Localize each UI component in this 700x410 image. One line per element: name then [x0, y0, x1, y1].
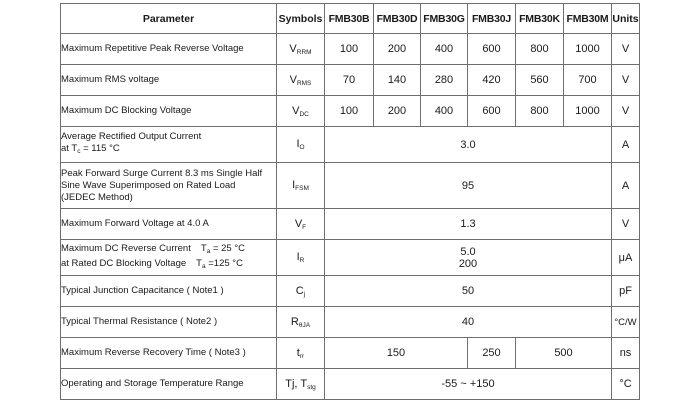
symbol-subscript: F	[302, 223, 307, 231]
value-cell: 140	[374, 65, 421, 96]
header-units: Units	[612, 4, 640, 34]
unit-cell: V	[612, 96, 640, 127]
value-cell: 280	[421, 65, 468, 96]
symbol-text: V	[292, 104, 300, 117]
symbol-cell	[277, 65, 325, 96]
cond-text: =125 °C	[208, 257, 243, 269]
header-part-fmb30m: FMB30M	[564, 4, 612, 34]
row-temperature	[61, 369, 640, 400]
value-cell: 50	[325, 276, 612, 307]
value-cell: 200	[374, 96, 421, 127]
value-cell: 200	[374, 34, 421, 65]
value-cell: 400	[421, 96, 468, 127]
symbol-cell	[277, 127, 325, 163]
header-part-fmb30d: FMB30D	[374, 4, 421, 34]
symbol-cell	[277, 338, 325, 369]
symbol-cell	[277, 369, 325, 400]
symbol-text: V	[289, 73, 297, 86]
unit-cell: °C	[612, 369, 640, 400]
symbol-cell	[277, 276, 325, 307]
value-cell-b-d-g: 150	[325, 338, 468, 369]
param-label: Typical Thermal Resistance ( Note2 )	[61, 307, 277, 338]
value-cell: 700	[564, 65, 612, 96]
row-ifsm	[61, 163, 640, 209]
param-line: Sine Wave Superimposed on Rated Load	[61, 179, 236, 191]
header-parameter: Parameter	[61, 4, 277, 34]
header-part-fmb30b: FMB30B	[325, 4, 374, 34]
row-cj	[61, 276, 640, 307]
param-line	[61, 258, 276, 273]
param-label: Maximum Forward Voltage at 4.0 A	[61, 209, 277, 240]
value-cell: 800	[516, 96, 564, 127]
symbol-text: t	[296, 346, 300, 359]
value-cell: 1000	[564, 34, 612, 65]
row-io	[61, 127, 640, 163]
param-subscript: c	[77, 148, 81, 155]
header-part-fmb30g: FMB30G	[421, 4, 468, 34]
symbol-text: V	[294, 217, 303, 230]
unit-cell: A	[612, 127, 640, 163]
value-line: 5.0	[460, 245, 476, 258]
header-part-fmb30k: FMB30K	[516, 4, 564, 34]
param-line: Average Rectified Output Current	[61, 131, 202, 142]
unit-cell: A	[612, 163, 640, 209]
value-cell	[325, 240, 612, 276]
unit-cell: V	[612, 65, 640, 96]
row-vf	[61, 209, 640, 240]
param-line	[61, 143, 276, 158]
cond-subscript: a	[201, 262, 206, 270]
cond-text: T	[196, 257, 202, 269]
symbol-cell	[277, 96, 325, 127]
symbol-subscript: DC	[299, 110, 309, 118]
param-label: Maximum RMS voltage	[61, 65, 277, 96]
unit-cell: V	[612, 34, 640, 65]
value-cell: -55 ~ +150	[325, 369, 612, 400]
value-cell: 3.0	[325, 127, 612, 163]
condition-text	[201, 243, 245, 258]
value-cell: 1.3	[325, 209, 612, 240]
param-text: = 115 °C	[83, 143, 120, 154]
row-vrms	[61, 65, 640, 96]
value-cell: 100	[325, 34, 374, 65]
symbol-cell	[277, 307, 325, 338]
symbol-cell	[277, 209, 325, 240]
value-cell: 400	[421, 34, 468, 65]
header-part-fmb30j: FMB30J	[468, 4, 516, 34]
param-line: Peak Forward Surge Current 8.3 ms Single Half	[61, 167, 263, 179]
value-cell: 100	[325, 96, 374, 127]
ratings-table-container	[60, 3, 639, 409]
value-cell: 70	[325, 65, 374, 96]
value-cell-j: 250	[468, 338, 516, 369]
param-label	[61, 127, 277, 163]
symbol-subscript: FSM	[295, 185, 309, 192]
param-text: at Rated DC Blocking Voltage	[61, 257, 187, 269]
value-cell: 560	[516, 65, 564, 96]
row-trr	[61, 338, 640, 369]
value-cell: 1000	[564, 96, 612, 127]
value-line: 200	[458, 257, 478, 270]
param-label: Maximum Repetitive Peak Reverse Voltage	[61, 34, 277, 65]
param-text: at T	[61, 143, 78, 154]
value-cell: 800	[516, 34, 564, 65]
symbol-text: R	[290, 315, 299, 328]
value-cell: 40	[325, 307, 612, 338]
param-label: Operating and Storage Temperature Range	[61, 369, 277, 400]
row-rth	[61, 307, 640, 338]
symbol-cell	[277, 34, 325, 65]
value-cell: 600	[468, 96, 516, 127]
param-line	[61, 243, 276, 258]
symbol-subscript: stg	[307, 383, 316, 391]
cond-text: T	[200, 242, 207, 254]
symbol-cell	[277, 240, 325, 276]
cond-text: = 25 °C	[212, 242, 246, 254]
row-vrrm	[61, 34, 640, 65]
symbol-text: I	[296, 138, 300, 150]
symbol-subscript: rr	[299, 352, 305, 360]
unit-cell: μA	[612, 240, 640, 276]
unit-cell: pF	[612, 276, 640, 307]
param-line: (JEDEC Method)	[61, 191, 133, 203]
symbol-cell	[277, 163, 325, 209]
symbol-subscript: θJA	[298, 321, 311, 329]
param-label	[61, 240, 277, 276]
symbol-subscript: j	[303, 290, 306, 298]
row-ir	[61, 240, 640, 276]
value-cell: 95	[325, 163, 612, 209]
condition-text	[196, 258, 243, 273]
param-label	[61, 163, 277, 209]
value-cell: 420	[468, 65, 516, 96]
symbol-text: V	[289, 42, 297, 55]
electrical-ratings-table	[60, 3, 640, 400]
symbol-text: Tj, T	[285, 377, 308, 390]
cond-subscript: a	[206, 247, 211, 255]
param-text: Maximum DC Reverse Current	[61, 242, 191, 254]
unit-cell: V	[612, 209, 640, 240]
symbol-subscript: RMS	[296, 79, 312, 87]
symbol-subscript: O	[299, 144, 305, 151]
unit-cell: °C/W	[612, 307, 640, 338]
symbol-subscript: R	[299, 257, 305, 264]
header-symbols: Symbols	[277, 4, 325, 34]
symbol-subscript: RRM	[296, 48, 312, 56]
row-vdc	[61, 96, 640, 127]
unit-cell: ns	[612, 338, 640, 369]
value-cell-k-m: 500	[516, 338, 612, 369]
value-cell: 600	[468, 34, 516, 65]
symbol-text: I	[296, 251, 300, 263]
param-label: Maximum Reverse Recovery Time ( Note3 )	[61, 338, 277, 369]
param-label: Maximum DC Blocking Voltage	[61, 96, 277, 127]
symbol-text: C	[295, 284, 304, 297]
symbol-text: I	[292, 179, 296, 191]
param-label: Typical Junction Capacitance ( Note1 )	[61, 276, 277, 307]
header-row	[61, 4, 640, 34]
